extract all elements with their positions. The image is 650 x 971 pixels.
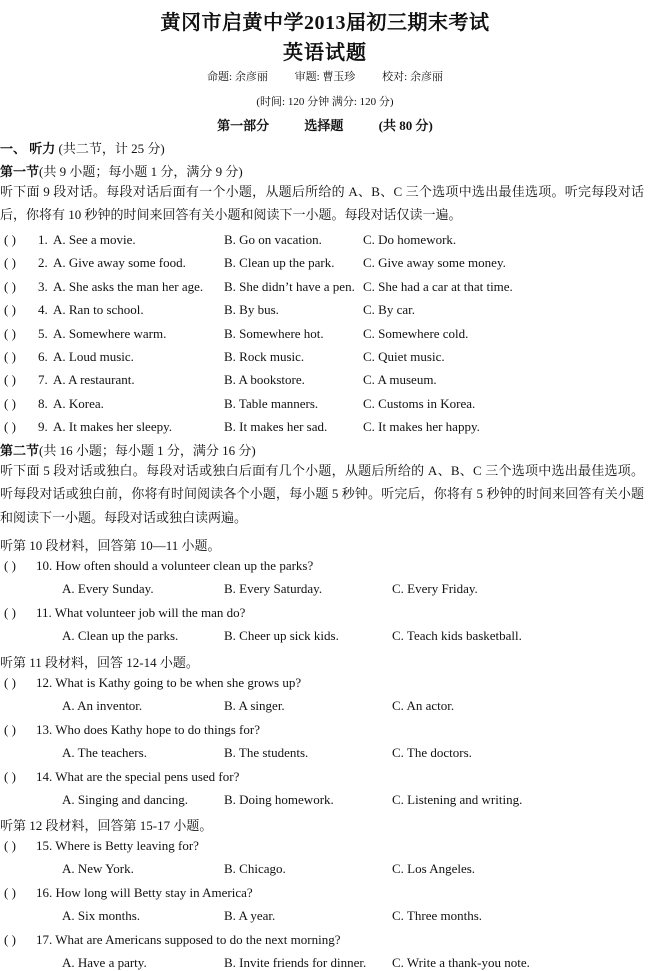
option-b: B. A bookstore. [224, 372, 305, 387]
option-a: A. A restaurant. [53, 372, 135, 387]
option-a: A. The teachers. [62, 745, 147, 760]
answer-blank: ( ) [4, 885, 16, 900]
answer-blank: ( ) [4, 769, 16, 784]
option-c: C. A museum. [363, 372, 437, 387]
option-a: A. Six months. [62, 908, 141, 923]
option-b: B. She didn’t have a pen. [224, 279, 355, 294]
part-heading [0, 115, 650, 134]
option-c: C. Give away some money. [363, 255, 506, 270]
answer-blank: ( ) [4, 302, 16, 317]
option-a: A. Ran to school. [53, 302, 144, 317]
option-a: A. She asks the man her age. [53, 279, 204, 294]
option-a: A. Singing and dancing. [62, 792, 189, 807]
proofreader-credit: 校对: 余彦丽 [382, 71, 443, 83]
option-a: A. Give away some food. [53, 255, 186, 270]
question-text: 17. What are Americans supposed to do the next morning? [36, 932, 341, 947]
listening-label: 一、 听力 [0, 141, 56, 156]
question-number: 7. [38, 372, 48, 387]
option-b: B. Every Saturday. [224, 581, 323, 596]
option-b: B. Rock music. [224, 349, 305, 364]
section2-note: (共 16 小题；每小题 1 分，满分 16 分) [39, 443, 256, 458]
answer-blank: ( ) [4, 372, 16, 387]
question-text: 10. How often should a volunteer clean up the parks? [36, 558, 314, 573]
answer-blank: ( ) [4, 279, 16, 294]
exam-subtitle: 英语试题 [283, 42, 367, 64]
option-b: B. Table manners. [224, 396, 319, 411]
option-a: A. Loud music. [53, 349, 134, 364]
option-c: C. It makes her happy. [363, 419, 480, 434]
option-b: B. The students. [224, 745, 309, 760]
option-b: B. A year. [224, 908, 276, 923]
option-c: C. The doctors. [392, 745, 472, 760]
question-number: 5. [38, 326, 48, 341]
option-b: B. Somewhere hot. [224, 326, 324, 341]
question-text: 15. Where is Betty leaving for? [36, 838, 199, 853]
option-a: A. Somewhere warm. [53, 326, 167, 341]
option-b: B. Chicago. [224, 861, 286, 876]
section1-label: 第一节 [0, 164, 40, 179]
answer-blank: ( ) [4, 232, 16, 247]
answer-blank: ( ) [4, 675, 16, 690]
option-b: B. By bus. [224, 302, 279, 317]
time-info: (时间: 120 分钟 满分: 120 分) [256, 96, 394, 108]
section2-heading [0, 440, 256, 459]
part-label: 第一部分 [217, 118, 270, 133]
option-b: B. Invite friends for dinner. [224, 955, 367, 970]
answer-blank: ( ) [4, 932, 16, 947]
question-number: 3. [38, 279, 48, 294]
answer-blank: ( ) [4, 326, 16, 341]
option-c: C. Teach kids basketball. [392, 628, 522, 643]
option-a: A. Korea. [53, 396, 104, 411]
option-c: C. An actor. [392, 698, 455, 713]
option-c: C. By car. [363, 302, 415, 317]
option-c: C. Somewhere cold. [363, 326, 469, 341]
part-score: (共 80 分) [378, 118, 433, 133]
author-credit: 命题: 余彦丽 [207, 71, 268, 83]
exam-credits [0, 68, 650, 84]
option-c: C. Listening and writing. [392, 792, 523, 807]
answer-blank: ( ) [4, 605, 16, 620]
material-12-note: 听第 12 段材料，回答第 15-17 小题。 [0, 818, 213, 833]
option-b: B. Clean up the park. [224, 255, 335, 270]
reviewer-credit: 审题: 曹玉珍 [294, 71, 356, 83]
option-b: B. It makes her sad. [224, 419, 328, 434]
option-b: B. Cheer up sick kids. [224, 628, 339, 643]
question-number: 4. [38, 302, 48, 317]
listening-heading [0, 138, 165, 157]
section2-instruction: 听下面 5 段对话或独白。每段对话或独白后面有几个小题，从题后所给的 A、B、C 三个选项中选出最佳选项。听每段对话或独白前，你将有时间阅读各个小题，每小题 5 秒钟。听完后，你将有 5 秒钟的时间来回答有关小题和阅读下一小题。每段对话或独白读两遍。 [0, 463, 644, 525]
question-text: 14. What are the special pens used for? [36, 769, 240, 784]
answer-blank: ( ) [4, 838, 16, 853]
option-c: C. Three months. [392, 908, 483, 923]
question-number: 6. [38, 349, 48, 364]
option-a: A. Clean up the parks. [62, 628, 179, 643]
option-a: A. New York. [62, 861, 134, 876]
answer-blank: ( ) [4, 722, 16, 737]
listening-note: (共二节，计 25 分) [58, 141, 165, 156]
option-b: B. Doing homework. [224, 792, 334, 807]
section1-heading [0, 161, 243, 180]
question-text: 13. Who does Kathy hope to do things for? [36, 722, 260, 737]
exam-title: 黄冈市启黄中学2013届初三期末考试 [160, 12, 490, 34]
option-a: A. Have a party. [62, 955, 147, 970]
question-number: 8. [38, 396, 48, 411]
question-number: 9. [38, 419, 48, 434]
question-number: 1. [38, 232, 48, 247]
answer-blank: ( ) [4, 558, 16, 573]
question-text: 11. What volunteer job will the man do? [36, 605, 246, 620]
option-b: B. A singer. [224, 698, 285, 713]
option-c: C. Customs in Korea. [363, 396, 476, 411]
section1-instruction: 听下面 9 段对话。每段对话后面有一个小题，从题后所给的 A、B、C 三个选项中选出最佳选项。听完每段对话后，你将有 10 秒钟的时间来回答有关小题和阅读下一小题。每段对话仅读一遍。 [0, 184, 644, 223]
option-a: A. Every Sunday. [62, 581, 154, 596]
part-name: 选择题 [304, 118, 344, 133]
answer-blank: ( ) [4, 419, 16, 434]
option-b: B. Go on vacation. [224, 232, 322, 247]
answer-blank: ( ) [4, 396, 16, 411]
material-11-note: 听第 11 段材料，回答 12-14 小题。 [0, 655, 199, 670]
option-c: C. Los Angeles. [392, 861, 476, 876]
answer-blank: ( ) [4, 349, 16, 364]
option-c: C. She had a car at that time. [363, 279, 513, 294]
option-c: C. Every Friday. [392, 581, 478, 596]
material-10-note: 听第 10 段材料，回答第 10—11 小题。 [0, 538, 221, 553]
option-a: A. It makes her sleepy. [53, 419, 173, 434]
question-number: 2. [38, 255, 48, 270]
option-c: C. Do homework. [363, 232, 457, 247]
option-c: C. Write a thank-you note. [392, 955, 530, 970]
question-text: 16. How long will Betty stay in America? [36, 885, 253, 900]
option-a: A. An inventor. [62, 698, 143, 713]
section2-label: 第二节 [0, 443, 40, 458]
question-text: 12. What is Kathy going to be when she grows up? [36, 675, 302, 690]
answer-blank: ( ) [4, 255, 16, 270]
option-c: C. Quiet music. [363, 349, 445, 364]
section1-note: (共 9 小题；每小题 1 分，满分 9 分) [39, 164, 243, 179]
option-a: A. See a movie. [53, 232, 136, 247]
